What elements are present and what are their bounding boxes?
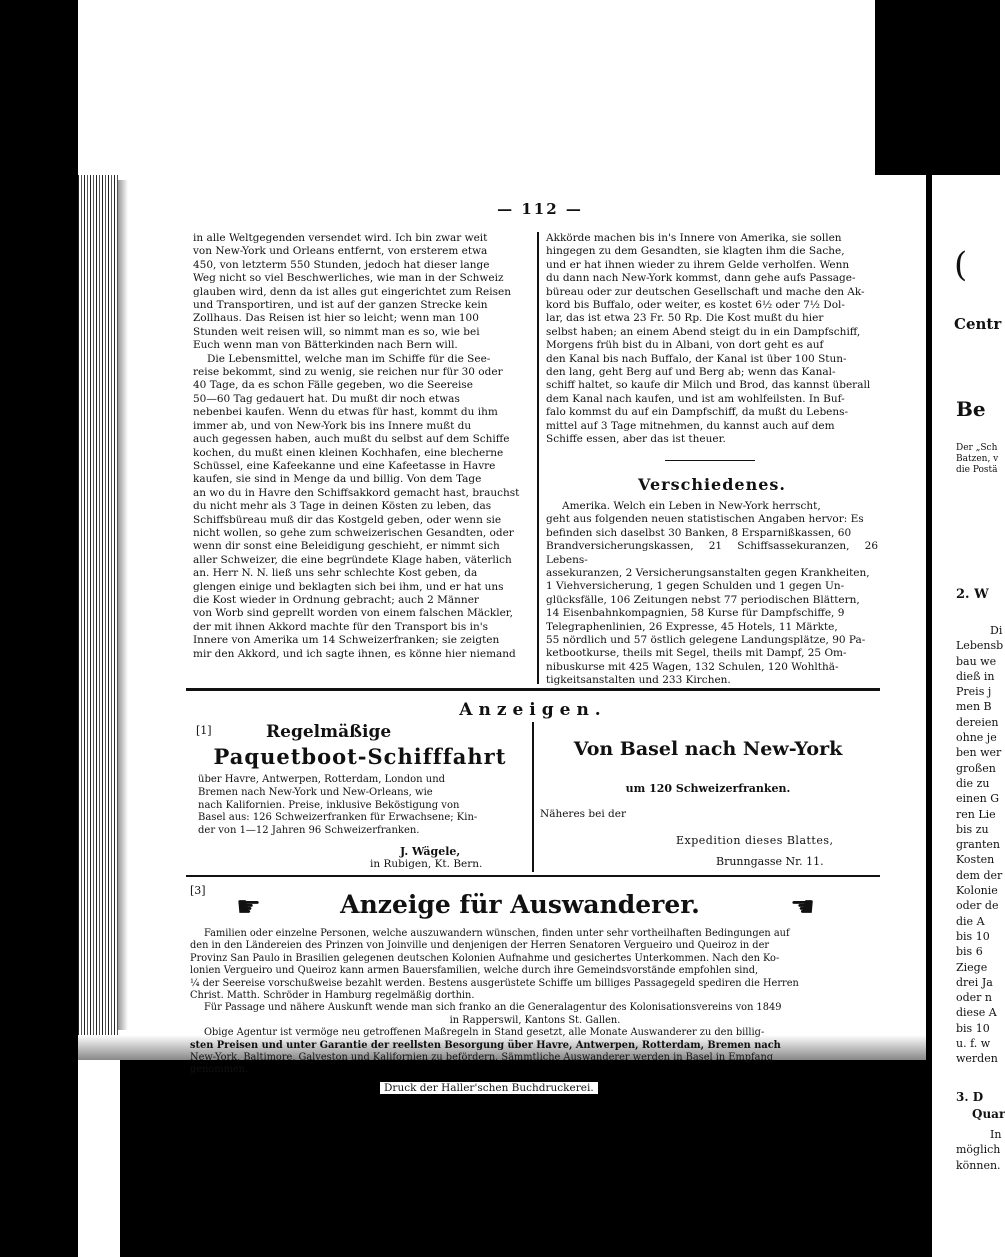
text-line: die zu xyxy=(956,776,990,790)
text-line: Schiffe essen, aber das ist theuer. xyxy=(546,433,726,446)
text-line: wenn dir sonst eine Beleidigung geschieht, er nimmt sich xyxy=(193,540,500,553)
text-line: Für Passage und nähere Auskunft wende man sich franko an die Generalagentur des Kolonisationsvereins von 1849 xyxy=(204,1002,782,1014)
text-line: den in den Ländereien des Prinzen von Joinville und denjenigen der Herren Senatoren Vergueiro und Queiroz in der xyxy=(190,940,770,952)
text-line: du dann nach New-York kommst, dann gehe aufs Passage- xyxy=(546,272,856,285)
text-line: lonien Vergueiro und Queiroz kann armen Bauersfamilien, welche durch ihre Gemeindsvorstände empfohlen sind, xyxy=(190,965,759,977)
ad-3-body xyxy=(190,928,880,1077)
ad-2-naeheres: Näheres bei der xyxy=(540,808,626,820)
text-line: Bremen nach New-York und New-Orleans, wie xyxy=(198,786,433,798)
text-line: 40 Tage, da es schon Fälle gegeben, wo die Seereise xyxy=(193,379,473,392)
text-line: von Worb sind geprellt worden von einem falschen Mäckler, xyxy=(193,607,514,620)
text-line: ben wer xyxy=(956,746,1002,760)
ad-separator xyxy=(186,875,880,877)
text-line: in alle Weltgegenden versendet wird. Ich bin zwar weit xyxy=(193,232,488,244)
ad-2-expedition: Expedition dieses Blattes, xyxy=(676,834,834,847)
text-line: Zollhaus. Das Reisen ist hier so leicht; wenn man 100 xyxy=(193,312,479,325)
text-line: Kolonie xyxy=(956,884,998,898)
ad-3-title: Anzeige für Auswanderer. xyxy=(340,890,700,919)
text-line: die Kost wieder in Ordnung gebracht; auch 2 Männer xyxy=(193,593,479,606)
text-line: ¼ der Seereise vorschußweise bezahlt werden. Bestens ausgerüstete Schiffe um billiges Passagegeld spediren die Herren xyxy=(190,977,799,989)
section-title-anzeigen: Anzeigen. xyxy=(459,700,607,720)
text-line: der mit ihnen Akkord machte für den Transport bis in's xyxy=(193,620,488,633)
ad-title-line2: Paquetboot-Schifffahrt xyxy=(213,744,507,769)
section-title-verschiedenes: Verschiedenes. xyxy=(638,475,786,494)
text-line: 50—60 Tag gedauert hat. Du mußt dir noch etwas xyxy=(193,392,460,405)
pointing-hand-left-icon: ☚ xyxy=(790,890,816,923)
text-line: einen G xyxy=(956,792,999,806)
text-line: assekuranzen, 2 Versicherungsanstalten gegen Krankheiten, xyxy=(546,567,870,580)
text-line: an wo du in Havre den Schiffsakkord gemacht hast, brauchst xyxy=(193,486,520,499)
ad-2-title: Von Basel nach New-York xyxy=(573,738,843,760)
text-line: u. f. w xyxy=(956,1037,991,1051)
text-line: werden xyxy=(956,1052,998,1066)
section-divider-short xyxy=(665,460,755,461)
text-line: glengen einige und beklagten sich bei ihm, und er hat uns xyxy=(193,580,504,593)
text-line: kochen, du mußt einen kleinen Kochhafen, eine blecherne xyxy=(193,446,504,459)
text-line: tigkeitsanstalten und 233 Kirchen. xyxy=(546,674,731,687)
right-page-tail xyxy=(956,1127,1001,1173)
text-line: sten Preisen und unter Garantie der reellsten Besorgung über Havre, Antwerpen, Rotterdam, Bremen nach xyxy=(190,1039,781,1051)
text-line: lar, das ist etwa 23 Fr. 50 Rp. Die Kost mußt du hier xyxy=(546,312,824,325)
text-line: granten xyxy=(956,838,1000,852)
text-line: ketbootkurse, theils mit Segel, theils mit Dampf, 25 Om- xyxy=(546,647,847,660)
text-line: Batzen, v xyxy=(956,454,999,464)
ad-1 xyxy=(186,720,526,835)
text-line: dieß in xyxy=(956,669,995,683)
text-line: auch gegessen haben, auch mußt du selbst auf dem Schiffe xyxy=(193,433,510,446)
text-line: oder de xyxy=(956,899,999,913)
text-line: Der „Sch xyxy=(956,443,998,453)
text-line: nibuskurse mit 425 Wagen, 132 Schulen, 120 Wohlthä- xyxy=(546,660,839,673)
text-line: von New-York und Orleans entfernt, von ersterem etwa xyxy=(193,245,488,258)
page-fold-edge xyxy=(78,175,118,1035)
text-line: Di xyxy=(990,624,1003,637)
text-line: büreau oder zur deutschen Gesellschaft und mache den Ak- xyxy=(546,285,865,298)
column-right xyxy=(546,232,878,447)
text-line: immer ab, und von New-York bis ins Innere mußt du xyxy=(193,419,472,432)
text-line: Akkörde machen bis in's Innere von Amerika, sie sollen xyxy=(546,232,842,244)
left-scan-border xyxy=(0,0,78,1257)
text-line: können. xyxy=(956,1158,1001,1172)
text-line: men B xyxy=(956,700,992,714)
text-line: über Havre, Antwerpen, Rotterdam, London und xyxy=(198,774,446,785)
ad-2-address: Brunngasse Nr. 11. xyxy=(716,855,824,868)
text-line: Morgens früh bist du in Albani, von dort geht es auf xyxy=(546,339,824,352)
text-line: bau we xyxy=(956,654,997,668)
page-number: — 112 — xyxy=(497,200,583,218)
ad-number: [1] xyxy=(196,724,212,737)
text-line: Basel aus: 126 Schweizerfranken für Erwachsene; Kin- xyxy=(198,812,478,824)
text-line: 55 nördlich und 57 östlich gelegene Landungsplätze, 90 Pa- xyxy=(546,634,866,647)
imprint: Druck der Haller'schen Buchdruckerei. xyxy=(380,1082,598,1094)
text-line: den lang, geht Berg auf und Berg ab; wenn das Kanal- xyxy=(546,366,836,379)
text-line: der von 1—12 Jahren 96 Schweizerfranken. xyxy=(198,825,420,837)
right-scan-border xyxy=(875,0,1000,175)
text-line: mittel auf 3 Tage mitnehmen, du kannst auch auf dem xyxy=(546,419,835,432)
text-line: Innere von Amerika um 14 Schweizerfranken; sie zeigten xyxy=(193,634,500,647)
text-line: Euch wenn man von Bätterkinden nach Bern will. xyxy=(193,339,458,352)
text-line: dem der xyxy=(956,868,1003,882)
text-line: Schüssel, eine Kafeekanne und eine Kafeetasse in Havre xyxy=(193,459,496,472)
text-line: den Kanal bis nach Buffalo, der Kanal ist über 100 Stun- xyxy=(546,352,847,365)
pointing-hand-right-icon: ☛ xyxy=(236,890,262,923)
right-page-text xyxy=(956,623,1003,1067)
text-line: ohne je xyxy=(956,731,997,745)
text-line: bis zu xyxy=(956,822,989,836)
text-line: aller Schweizer, die eine begründete Klage haben, väterlich xyxy=(193,553,512,566)
text-line: falo kommst du auf ein Dampfschiff, da mußt du Lebens- xyxy=(546,406,849,419)
column-rule xyxy=(537,232,539,684)
text-line: dereien xyxy=(956,715,999,729)
text-line: Ziege xyxy=(956,960,988,974)
right-page-subheading: Be xyxy=(956,397,986,421)
text-line: befinden sich daselbst 30 Banken, 8 Ersparnißkassen, 60 xyxy=(546,526,852,539)
text-line: oder n xyxy=(956,991,993,1005)
text-line: großen xyxy=(956,761,996,775)
text-line: bis 6 xyxy=(956,945,983,959)
text-line: 450, von letzterm 550 Stunden, jedoch hat dieser lange xyxy=(193,258,490,271)
text-line: nebenbei kaufen. Wenn du etwas für hast, kommt du ihm xyxy=(193,406,498,419)
text-line: möglich xyxy=(956,1143,1001,1157)
text-line: diese A xyxy=(956,1006,997,1020)
text-line: nicht wollen, so gehe zum schweizerischen Gesandten, oder xyxy=(193,526,514,539)
text-line: du nicht mehr als 3 Tage in deinen Kösten zu leben, das xyxy=(193,500,492,513)
text-line: Brandversicherungskassen, 21 Schiffsassekuranzen, 26 Lebens- xyxy=(546,540,878,566)
text-line: Obige Agentur ist vermöge neu getroffenen Maßregeln in Stand gesetzt, alle Monate Auswanderer zu den billig- xyxy=(204,1027,765,1039)
right-page-section-3: 3. D xyxy=(956,1090,984,1104)
column-left xyxy=(193,232,530,661)
text-line: hingegen zu dem Gesandten, sie klagten ihm die Sache, xyxy=(546,245,845,258)
text-line: ren Lie xyxy=(956,807,996,821)
text-line: bis 10 xyxy=(956,929,990,943)
text-line: geht aus folgenden neuen statistischen Angaben hervor: Es xyxy=(546,513,864,526)
right-page-section-2: 2. W xyxy=(956,587,989,602)
text-line: 1 Viehversicherung, 1 gegen Schulden und 1 gegen Un- xyxy=(546,580,845,593)
text-line: Kosten xyxy=(956,853,995,867)
ad-3-number: [3] xyxy=(190,884,206,897)
text-line: kaufen, sie sind in Menge da und billig. Von dem Tage xyxy=(193,473,482,486)
right-page-heading: Centr xyxy=(954,315,1002,333)
text-line: und Transportiren, und ist auf der ganzen Strecke kein xyxy=(193,299,488,312)
text-line: mir den Akkord, und ich sagte ihnen, es könne hier niemand xyxy=(193,647,516,660)
text-line: nach Kalifornien. Preise, inklusive Beköstigung von xyxy=(198,799,460,811)
text-line: Telegraphenlinien, 26 Expresse, 45 Hotels, 11 Märkte, xyxy=(546,620,838,633)
text-line: reise bekommt, sind zu wenig, sie reichen nur für 30 oder xyxy=(193,366,503,379)
text-line: New-York, Baltimore, Galveston und Kalifornien zu befördern. Sämmtliche Auswanderer werden in Basel in Empfang xyxy=(190,1052,774,1064)
ad-body xyxy=(198,774,520,838)
text-line: glauben wird, denn da ist alles gut eingerichtet zum Reisen xyxy=(193,285,511,298)
ad-1-location: in Rubigen, Kt. Bern. xyxy=(370,858,483,870)
text-line: Preis j xyxy=(956,685,992,699)
text-line: Amerika. Welch ein Leben in New-York herrscht, xyxy=(562,500,821,512)
text-line: Stunden weit reisen will, so nimmt man es so, wie bei xyxy=(193,325,480,338)
text-line: drei Ja xyxy=(956,975,993,989)
ad-title-line1: Regelmäßige xyxy=(266,722,392,742)
page-gutter xyxy=(118,180,128,1030)
text-line: Lebensb xyxy=(956,639,1004,653)
text-line: Die Lebensmittel, welche man im Schiffe für die See- xyxy=(207,352,491,365)
text-line: die A xyxy=(956,914,985,928)
text-line: Schiffsbüreau muß dir das Kostgeld geben, oder wenn sie xyxy=(193,513,502,526)
text-line: dem Kanal nach kaufen, und ist am wohlfeilsten. In Buf- xyxy=(546,392,845,405)
text-line: In xyxy=(990,1128,1002,1141)
ad-1-signature: J. Wägele, xyxy=(400,845,461,858)
text-line: Provinz San Paulo in Brasilien gelegenen deutschen Kolonien Aufnahme und gesichertes Unterkommen. Nach den Ko- xyxy=(190,952,780,964)
text-line: in Rapperswil, Kantons St. Gallen. xyxy=(449,1014,621,1026)
text-line: genommen. xyxy=(190,1064,249,1076)
text-line: selbst haben; an einem Abend steigt du in ein Dampfschiff, xyxy=(546,325,861,338)
right-page-initial: ( xyxy=(954,245,968,285)
text-line: bis 10 xyxy=(956,1021,990,1035)
ad-2-subtitle: um 120 Schweizerfranken. xyxy=(625,782,791,795)
text-line: kord bis Buffalo, oder weiter, es kostet 6½ oder 7½ Dol- xyxy=(546,299,845,312)
text-line: Weg nicht so viel Beschwerliches, wie man in der Schweiz xyxy=(193,272,504,285)
right-page-section-3b: Quar xyxy=(972,1107,1005,1121)
right-page-small-text xyxy=(956,443,998,476)
text-line: Christ. Matth. Schröder in Hamburg regelmäßig dorthin. xyxy=(190,990,475,1002)
text-line: schiff haltet, so kaufe dir Milch und Brod, das kannst überall xyxy=(546,379,871,392)
text-line: 14 Eisenbahnkompagnien, 58 Kurse für Dampfschiffe, 9 xyxy=(546,607,845,620)
text-line: glücksfälle, 106 Zeitungen nebst 77 periodischen Blättern, xyxy=(546,593,860,606)
text-line: die Postä xyxy=(956,465,998,475)
text-line: an. Herr N. N. ließ uns sehr schlechte Kost geben, da xyxy=(193,567,478,580)
section-rule xyxy=(186,688,880,691)
right-page xyxy=(932,175,1005,1257)
ad-column-rule xyxy=(532,722,534,872)
verschiedenes-text xyxy=(546,500,878,688)
text-line: Familien oder einzelne Personen, welche auszuwandern wünschen, finden unter sehr vortheilhaften Bedingungen auf xyxy=(204,928,790,939)
text-line: und er hat ihnen wieder zu ihrem Gelde verholfen. Wenn xyxy=(546,258,850,271)
